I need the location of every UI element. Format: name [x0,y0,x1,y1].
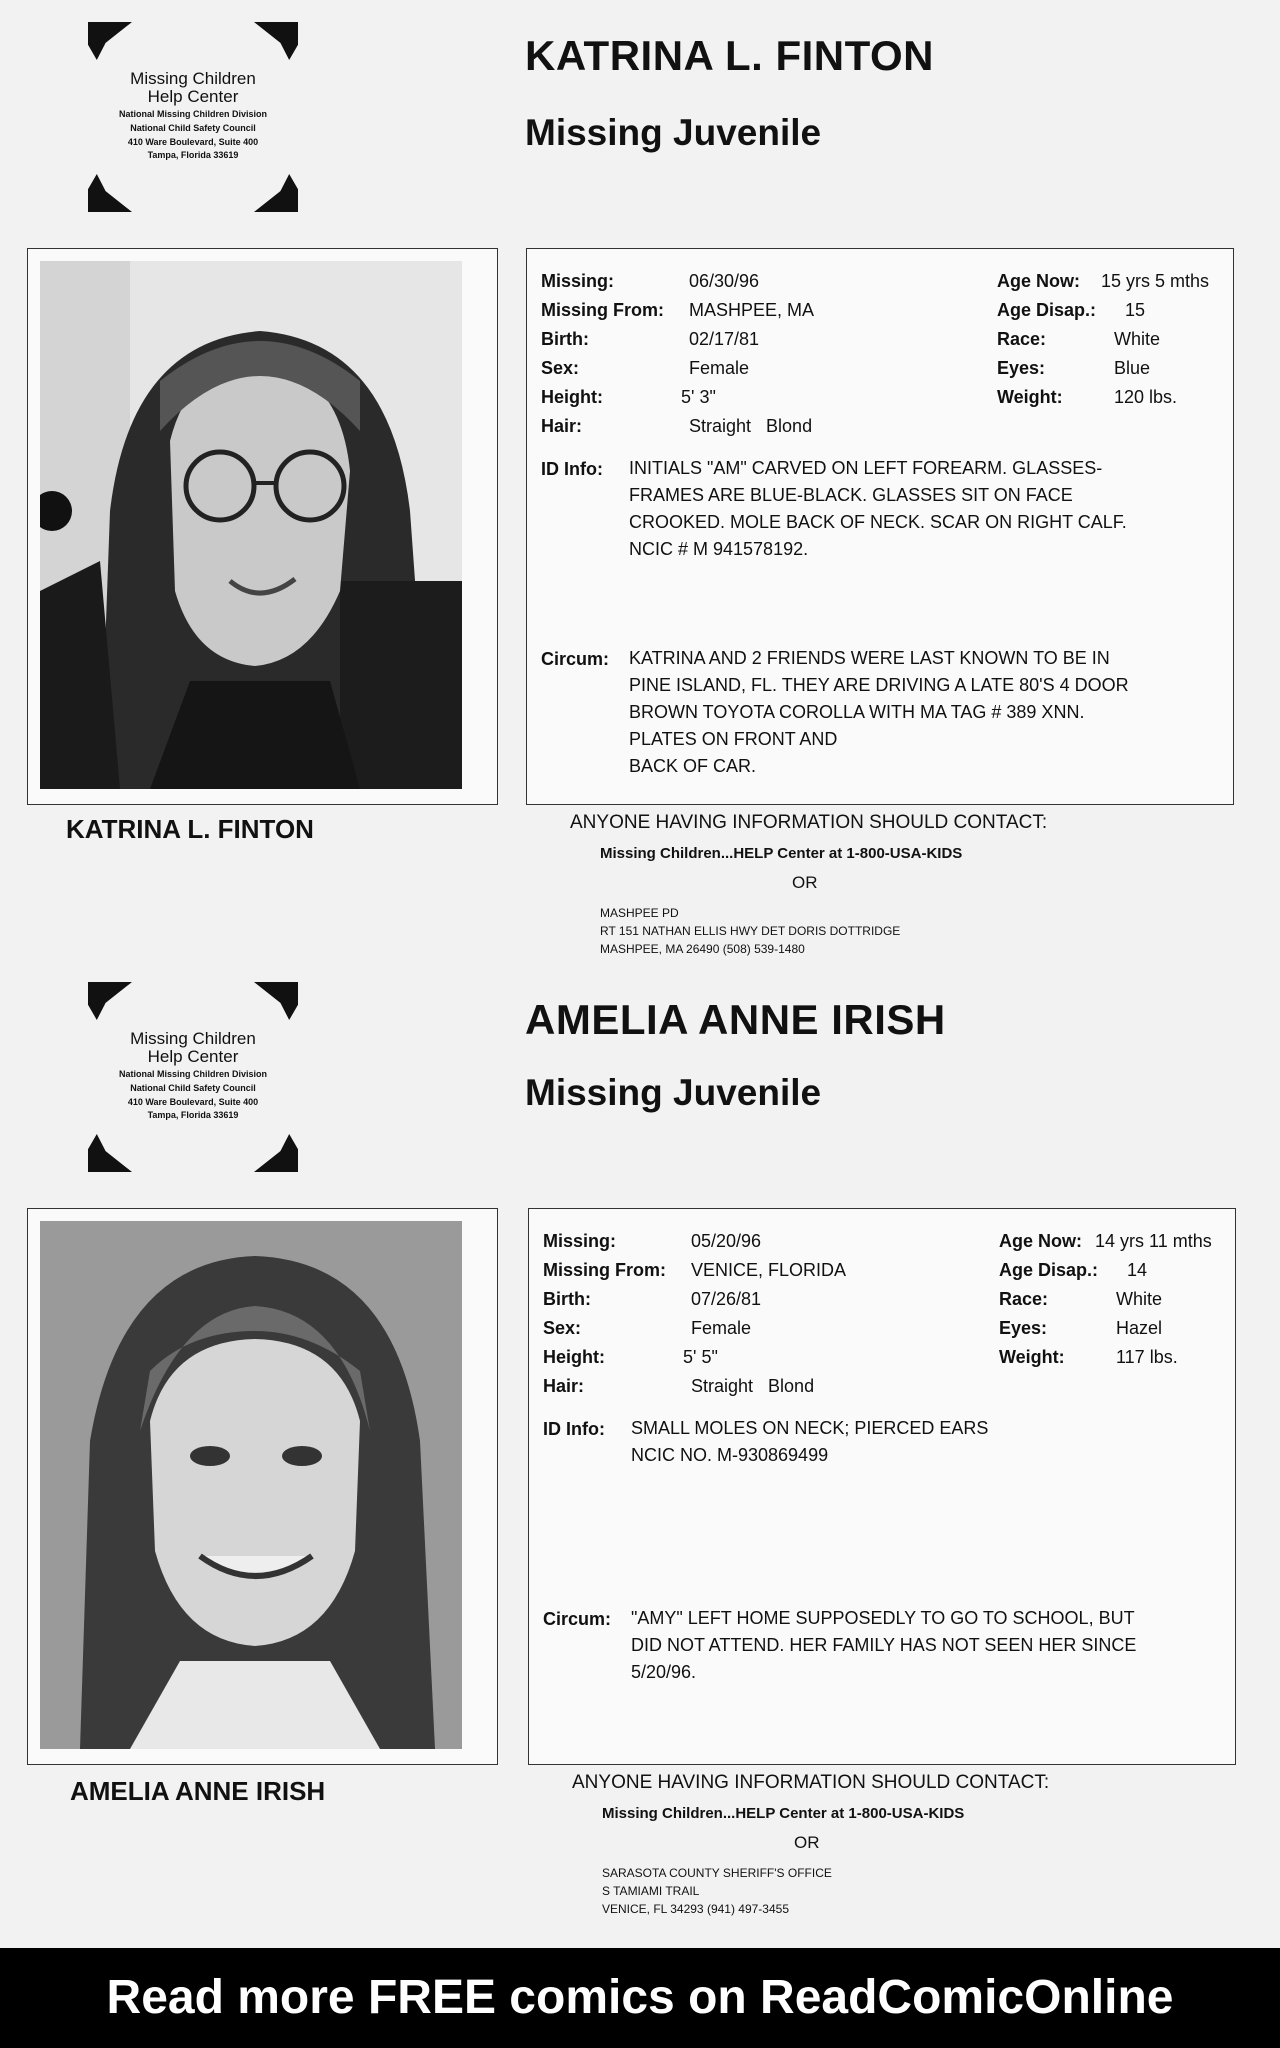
promo-banner-text[interactable]: Read more FREE comics on ReadComicOnline [106,1971,1174,2024]
hotline-text: Missing Children...HELP Center at 1-800-USA-KIDS [600,845,963,862]
org-name [88,70,298,106]
birth-value: 02/17/81 [689,329,760,349]
age-disap-label: Age Disap.: [999,1260,1099,1280]
corner-mark-icon [88,1134,132,1172]
missing-subtitle: Missing Juvenile [525,112,822,153]
age-now-label: Age Now: [997,271,1080,291]
org-title-line2: Help Center [147,87,239,106]
missing-name-heading: KATRINA L. FINTON [525,32,935,79]
height-value: 5' 3" [681,387,716,407]
or-text: OR [792,873,818,892]
photo-frame [27,1208,498,1765]
missing-name-heading: AMELIA ANNE IRISH [525,996,946,1043]
poster-katrina [0,0,1280,960]
info-box [526,248,1234,805]
org-city: Tampa, Florida 33619 [147,1110,239,1120]
missing-label: Missing: [541,271,615,291]
photo-caption: AMELIA ANNE IRISH [70,1776,326,1806]
promo-banner[interactable] [0,1948,1280,2048]
or-text: OR [794,1833,820,1852]
hair-value: Straight Blond [689,416,813,436]
eyes-value: Hazel [1116,1318,1163,1338]
org-name [88,1030,298,1066]
corner-mark-icon [254,174,298,212]
age-disap-value: 14 [1127,1260,1148,1280]
sex-label: Sex: [541,358,580,378]
missing-date: 06/30/96 [689,271,760,291]
missing-from-value: VENICE, FLORIDA [691,1260,847,1280]
circum-label: Circum: [541,649,610,669]
id-info-label: ID Info: [543,1419,605,1439]
hair-label: Hair: [541,416,583,436]
corner-mark-icon [88,174,132,212]
corner-mark-icon [88,982,132,1020]
org-logo [88,982,298,1172]
hair-label: Hair: [543,1376,585,1396]
height-value: 5' 5" [683,1347,718,1367]
id-info-label: ID Info: [541,459,603,479]
org-address: 410 Ware Boulevard, Suite 400 [127,137,259,147]
birth-value: 07/26/81 [691,1289,762,1309]
org-division: National Missing Children Division [118,109,268,119]
race-value: White [1116,1289,1163,1309]
eyes-label: Eyes: [999,1318,1048,1338]
org-division: National Missing Children Division [118,1069,268,1079]
age-disap-value: 15 [1125,300,1146,320]
info-box [528,1208,1236,1765]
missing-person-photo [40,261,462,789]
age-now-label: Age Now: [999,1231,1082,1251]
org-council: National Child Safety Council [130,123,256,133]
missing-from-label: Missing From: [543,1260,667,1280]
agency-name: MASHPEE PD [600,906,679,920]
org-logo [88,22,298,212]
sex-value: Female [691,1318,752,1338]
org-address: 410 Ware Boulevard, Suite 400 [127,1097,259,1107]
photo-caption: KATRINA L. FINTON [66,814,314,844]
age-disap-label: Age Disap.: [997,300,1097,320]
circum-label: Circum: [543,1609,612,1629]
agency-phone: VENICE, FL 34293 (941) 497-3455 [602,1902,790,1916]
sex-value: Female [689,358,750,378]
eyes-value: Blue [1114,358,1151,378]
sex-label: Sex: [543,1318,582,1338]
weight-label: Weight: [999,1347,1065,1367]
age-now-value: 14 yrs 11 mths [1095,1231,1212,1251]
weight-value: 117 lbs. [1116,1347,1178,1367]
corner-mark-icon [254,982,298,1020]
hotline-text: Missing Children...HELP Center at 1-800-USA-KIDS [602,1805,965,1822]
id-info-text: INITIALS "AM" CARVED ON LEFT FOREARM. GLASSES- FRAMES ARE BLUE-BLACK. GLASSES SIT ON FACE CROOKED. MOLE BACK OF NECK. SCAR ON RIGHT CALF. NCIC # M 941578192. [629,458,1127,559]
circum-text: "AMY" LEFT HOME SUPPOSEDLY TO GO TO SCHOOL, BUT DID NOT ATTEND. HER FAMILY HAS NOT SEEN HER SINCE 5/20/96. [631,1608,1137,1682]
agency-contact [600,904,900,958]
weight-label: Weight: [997,387,1063,407]
circum-text: KATRINA AND 2 FRIENDS WERE LAST KNOWN TO BE IN PINE ISLAND, FL. THEY ARE DRIVING A LATE 80'S 4 DOOR BROWN TOYOTA COROLLA WITH MA TAG # 389 XNN. PLATES ON FRONT AND BACK OF CAR. [629,648,1129,776]
photo-frame [27,248,498,805]
race-label: Race: [997,329,1047,349]
org-city: Tampa, Florida 33619 [147,150,239,160]
contact-heading: ANYONE HAVING INFORMATION SHOULD CONTACT: [570,812,1048,833]
hair-value: Straight Blond [691,1376,815,1396]
race-label: Race: [999,1289,1049,1309]
agency-phone: MASHPEE, MA 26490 (508) 539-1480 [600,942,805,956]
corner-mark-icon [254,22,298,60]
org-title-line1: Missing Children [130,1029,256,1048]
missing-from-label: Missing From: [541,300,665,320]
agency-address: RT 151 NATHAN ELLIS HWY DET DORIS DOTTRIDGE [600,924,901,938]
missing-from-value: MASHPEE, MA [689,300,815,320]
contact-heading: ANYONE HAVING INFORMATION SHOULD CONTACT: [572,1772,1050,1793]
agency-contact [602,1864,832,1918]
height-label: Height: [541,387,603,407]
age-now-value: 15 yrs 5 mths [1101,271,1210,291]
org-title-line1: Missing Children [130,69,256,88]
agency-name: SARASOTA COUNTY SHERIFF'S OFFICE [602,1866,832,1880]
missing-date: 05/20/96 [691,1231,762,1251]
birth-label: Birth: [541,329,589,349]
eyes-label: Eyes: [997,358,1046,378]
missing-subtitle: Missing Juvenile [525,1072,822,1113]
missing-person-photo [40,1221,462,1749]
race-value: White [1114,329,1161,349]
id-info-text: SMALL MOLES ON NECK; PIERCED EARS NCIC NO. M-930869499 [631,1418,989,1465]
weight-value: 120 lbs. [1114,387,1178,407]
agency-address: S TAMIAMI TRAIL [602,1884,700,1898]
corner-mark-icon [254,1134,298,1172]
poster-amelia [0,960,1280,1920]
missing-label: Missing: [543,1231,617,1251]
org-title-line2: Help Center [147,1047,239,1066]
org-council: National Child Safety Council [130,1083,256,1093]
height-label: Height: [543,1347,605,1367]
birth-label: Birth: [543,1289,591,1309]
corner-mark-icon [88,22,132,60]
